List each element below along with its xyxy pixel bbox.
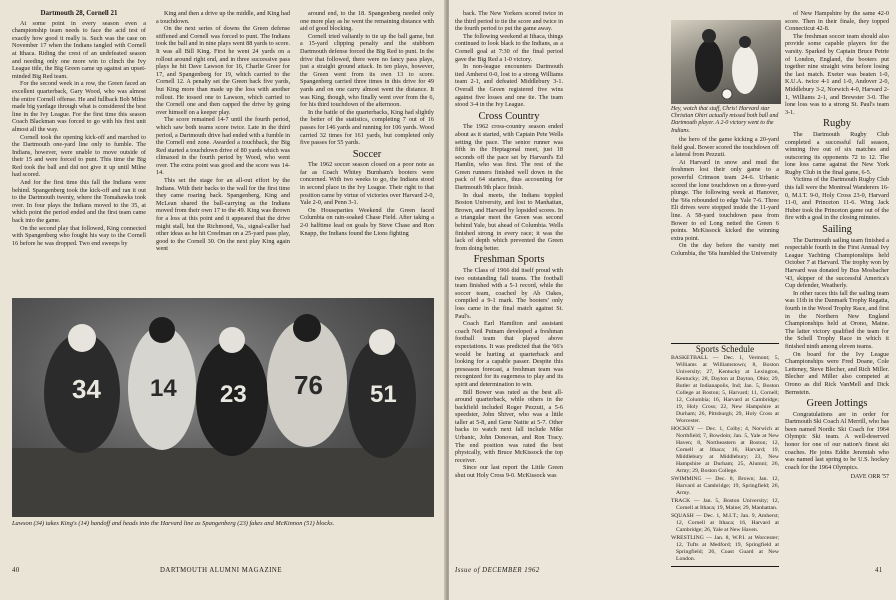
jersey-number: 23 bbox=[220, 381, 247, 408]
schedule-item: TRACK — Jan. 5, Boston University; 12, Cornell at Ithaca; 19, Maine; 29, Manhattan. bbox=[671, 498, 779, 511]
paragraph: On the second play that followed, King connected with Spangenberg who fought his way to the Cornell 16 before he was dropped. Two end sweeps by bbox=[12, 224, 146, 247]
paragraph: The Dartmouth Rugby Club completed a successful fall season, winning five out of six matches and outscoring its opponents 72 to 12. The lone loss came against the New York Rugby Club in the final game, 6-5. bbox=[785, 130, 889, 176]
paragraph: On board for the Ivy League Championships were Fred Doane, Cole Letteney, Steve Blecher, and Rich Miller. Blecher and Miller also competed at Orono as did Rick VanMell and Dick Bernstein. bbox=[785, 350, 889, 396]
paragraph: The 1962 cross-country season ended about as it started, with Captain Pete Wells setting the pace. The senior runner was fifth in the Heptagonal meet, just 18 seconds off the pace set by Harvard's Ed Hamlin, who was first. The rest of the Green runners finished well down in the pack of 64 starters, thus accounting for Dartmouth 9th place finish. bbox=[455, 123, 563, 192]
paragraph: In non-league encounters Dartmouth tied Amherst 0-0, lost to a strong Williams team 2-1, and defeated Middlebury 3-1. Overall the Green registered five wins against five losses and one tie. The team stood 3-4 in the Ivy League. bbox=[455, 63, 563, 109]
jersey-number: 51 bbox=[370, 381, 397, 408]
sports-schedule-box bbox=[671, 343, 779, 567]
paragraph: For the second week in a row, the Green faced an excellent quarterback, Gary Wood, who was almost the entire Cornell offense. He and fullback Bob Milne made big yardage through what is considered the best line in the Ivy League. For the first time this season Coach Blackman was forced to go with his first unit almost all the way. bbox=[12, 80, 146, 133]
right-page bbox=[449, 0, 896, 600]
paragraph: On the day before the varsity met Columbia, the '66s humbled the University bbox=[671, 242, 779, 257]
section-heading-rugby: Rugby bbox=[822, 118, 851, 130]
left-column-3 bbox=[300, 10, 434, 292]
section-heading-sailing: Sailing bbox=[822, 224, 852, 236]
schedule-item: SQUASH — Dec. 1, M.I.T.; Jan. 9, Amherst; 12, Cornell at Ithaca; 16, Harvard at Cambridge; 26, Yale at New Haven. bbox=[671, 513, 779, 533]
paragraph: The score remained 14-7 until the fourth period, which saw both teams score twice. Late in the third period, a Dartmouth drive had ended with a fumble in the Cornell end zone. Awarded a touchback, the Big Red started a touchdown drive of 80 yards which was climaxed in the fourth period by Wood, who went over. The extra point was good and the score was 14-14. bbox=[156, 116, 290, 177]
paragraph: around end, to the 18. Spangenberg needed only one more play as he went the remaining distance with aid of good blocking. bbox=[300, 10, 434, 33]
paragraph: The Dartmouth sailing team finished a respectable fourth in the First Annual Ivy League Yachting Championships held October 7 at Harvard. The trophy won by Harvard was donated by Bus Mosbacher '43, skipper of the successful America's Cup defender, Weatherly. bbox=[785, 236, 889, 290]
issue-date: Issue of DECEMBER 1962 bbox=[455, 567, 540, 574]
jersey-number: 34 bbox=[72, 374, 101, 404]
jersey-number: 76 bbox=[294, 370, 323, 400]
paragraph: Since our last report the Little Green shut out Holy Cross 9-0. McKissock was bbox=[455, 464, 563, 480]
running-title: DARTMOUTH ALUMNI MAGAZINE bbox=[160, 567, 282, 574]
paragraph: of New Hampshire by the same 42-0 score. Then in their finale, they topped Connecticut 42-8. bbox=[785, 10, 889, 33]
paragraph: Cornell tried valiantly to tie up the ball game, but a 15-yard clipping penalty and the stubborn Dartmouth defense forced the Big Red to punt. In the drive that followed, there were no fancy pass plays, just a straight ground attack. In ten plays, however, the Green went from its own 13 to score. Spangenberg carried three times in this drive for 49 yards and on one carry almost went the distance. It was King, though, who finally went over from the 6, for his third touchdown of the afternoon. bbox=[300, 32, 434, 109]
sports-schedule-title: Sports Schedule bbox=[695, 344, 755, 354]
paragraph: The Class of 1966 did itself proud with two outstanding fall teams. The football team finished with a 5-1 record, while the soccer team, coached by Ab Oakes, compiled a 9-1 mark. The booters' only loss came in the final match against St. Paul's. bbox=[455, 267, 563, 320]
section-heading-green-jottings: Green Jottings bbox=[806, 398, 868, 410]
paragraph: At some point in every season even a championship team needs to face the acid test of exactly how good it really is. Such was the case on November 17 when the Indians tangled with Cornell at Ithaca. Riding the crest of an undefeated season and needing only one more win to clinch the Ivy League title, the Big Green came up against an upset-minded Big Red team. bbox=[12, 19, 146, 80]
paragraph: On Houseparties Weekend the Green faced Columbia on rain-soaked Chase Field. After taking a 2-0 halftime lead on goals by Steve Chase and Ron Knapp, the Indians found the Lions fighting bbox=[300, 206, 434, 237]
page-number-left: 40 bbox=[12, 567, 20, 574]
section-heading-freshman: Freshman Sports bbox=[473, 254, 545, 266]
paragraph: At Harvard in snow and mud the freshmen lost their only game to a powerful Crimson team 24-6. Urbanic scored the lone touchdown on a three-yard plunge. The following week at Hanover, the '66s rebounded to edge Yale 7-6. Three Eli drives were stopped inside the 11-yard line. A 58-yard touchdown pass from Bower to ed Long netted the Green 6 points. McKissock kicked the winning extra point. bbox=[671, 158, 779, 242]
schedule-item: BASKETBALL — Dec. 1, Vermont; 5, Williams at Williamstown; 8, Boston University; 27, Kentucky at Lexington, Kentucky; 28, Dayton at Dayton, Ohio; 29, Butler at Indianapolis, Ind; Jan. 5, Boston College at Boston; 5, Harvard; 11, Cornell; 12, Columbia; 16, Harvard at Cambridge; 19, Holy Cross; 22, New Hampshire at Durham; 26, Pittsburgh; 29, Holy Cross at Worcester. bbox=[671, 355, 779, 424]
football-photo-illustration bbox=[12, 298, 434, 517]
paragraph: King and then a drive up the middle, and King had a touchdown. bbox=[156, 10, 290, 25]
paragraph: In other races this fall the sailing team was 11th in the Danmark Trophy Regatta, fourth in the Wood Trophy Race, and first in the Northern New England Championships held at Orono, Maine. The latter victory qualified the team for the Schell Trophy Race in which it finished ninth among eleven teams. bbox=[785, 289, 889, 350]
right-column-1 bbox=[455, 10, 563, 562]
paragraph: Victims of the Dartmouth Rugby Club this fall were the Montreal Wanderers 16-0, M.I.T. 9-0, Holy Cross 23-0, Harvard 11-0, and Princeton 11-6. Wing Jack Huber took the Princeton game out of the fire with a goal in the closing minutes. bbox=[785, 176, 889, 222]
right-column-3 bbox=[785, 10, 889, 562]
section-heading-soccer: Soccer bbox=[352, 148, 382, 160]
paragraph: In the battle of the quarterbacks, King had slightly the better of the statistics, completing 7 out of 16 passes for 146 yards and running for 106 yards. Wood carried 32 times for 161 yards, but completed only five passes for 55 yards. bbox=[300, 108, 434, 147]
soccer-photo bbox=[671, 20, 781, 104]
left-page bbox=[0, 0, 446, 600]
author-signoff: DAVE ORR '57 bbox=[850, 474, 889, 481]
jersey-number: 14 bbox=[150, 375, 177, 402]
paragraph: the hero of the game kicking a 20-yard field goal. Bower scored the touchdown off a lateral from Pezzuti. bbox=[671, 136, 779, 159]
right-column-2 bbox=[671, 136, 779, 342]
schedule-item: WRESTLING — Jan. 8, W.P.I. at Worcester; 12, Tufts at Medford; 19, Springfield at Springfield; 26, Coast Guard at New London. bbox=[671, 535, 779, 562]
paragraph: And for the first time this fall the Indians were behind. Spangenberg took the kick-off and ran it out to the Dartmouth twenty, where the Tomahawks took over. In four plays the Indians moved to the 35, at which point the period ended and the first team came back into the game. bbox=[12, 179, 146, 225]
section-heading-cross-country: Cross Country bbox=[478, 110, 540, 122]
paragraph: back. The New Yorkers scored twice in the third period to tie the score and twice in the fourth period to put the game away. bbox=[455, 10, 563, 33]
left-column-1 bbox=[12, 10, 146, 292]
photo-caption: Lawson (34) takes King's (14) handoff and heads into the Harvard line as Spangenberg (23) fakes and McKinnon (51) blocks. bbox=[12, 520, 335, 527]
article-headline: Dartmouth 28, Cornell 21 bbox=[40, 10, 118, 17]
paragraph: Congratulations are in order for Dartmouth Ski Coach Al Merrill, who has been named Nordic Ski Coach for 1964 Olympic Ski team. A well-deserved honor for one of our nation's finest ski coaches. He joins Eddie Jeremiah who was named last spring to be U.S. hockey coach for the 1964 Olympics. bbox=[785, 410, 889, 471]
paragraph: Coach Earl Hamilton and assistant coach Neil Putnam developed a freshman football team that played above expectations. It was predicted that the '66's would be hurting at quarterback and looking for a capable passer. Despite this preseason forecast, a freshman team was recognized for its eagerness to play and its spirit and determination to win. bbox=[455, 320, 563, 388]
paragraph: The 1962 soccer season closed on a poor note as far as Coach Whitey Burnham's booters were concerned. With two weeks to go, the Indians stood in second place in the Ivy League. Their right to that position came by virtue of victories over Harvard 2-0, Yale 2-0, and Penn 3-1. bbox=[300, 161, 434, 207]
left-column-2 bbox=[156, 10, 290, 292]
paragraph: In dual meets, the Indians toppled Boston University, and lost to Manhattan, Brown, and Harvard by lopsided scores. In a triangular meet the Green was second behind Yale, but ahead of Columbia. Wells finished strong in every race; it was the lack of depth which prevented the Green from doing better. bbox=[455, 191, 563, 252]
schedule-item: HOCKEY — Dec. 1, Colby; 4, Norwich at Northfield; 7, Bowdoin; Jan. 5, Yale at New Haven; 8, Northeastern at Boston; 12, Cornell at Ithaca; 16, Harvard; 19, Middlebury at Middlebury; 23, New Hampshire at Durham; 25, Alumni; 26, Army; 29, Boston College. bbox=[671, 426, 779, 474]
paragraph: The freshman soccer team should also provide some capable players for the varsity. Sparked by Captain Bruce Petrie of London, England, the booters put together nine straight wins before losing the last match. Exeter was beaten 1-0, K.U.A. twice 4-1 and 1-0, Andover 2-0, Middlebury 3-2, Norwich 4-0, Harvard 2-1, Williams 2-1, and Brewster 3-0. The lone loss was to a strong St. Paul's team 3-1. bbox=[785, 32, 889, 116]
schedule-item: SWIMMING — Dec. 8, Brown; Jan. 12, Harvard at Cambridge; 19, Springfield; 26, Army. bbox=[671, 476, 779, 496]
paragraph: Cornell took the opening kick-off and marched to the Dartmouth one-yard line only to fumble. The Indians, however, were unable to move outside of their 15 and were forced to punt. This time the Big Red took the ball and did not give it up until Milne had scored. bbox=[12, 133, 146, 179]
soccer-photo-illustration bbox=[671, 20, 781, 104]
paragraph: Bill Bower was rated as the best all-around quarterback, while others in the backfield included Roger Pezzuti, a 5-6 speedster, John Shiver, who was a little taller at 5-8, and Gene Nattie at 5-7. Other backs to watch next fall include Mike Urbanic, John Donovan, and Ron Tracy. The end position was rated the best physically, with Bruce McKissock the top receiver. bbox=[455, 388, 563, 464]
soccer-photo-caption: Hey, watch that stuff, Chris! Harvard star Christian Ohiri actually missed both ball and Dartmouth player. A 2-0 victory went to the Indians. bbox=[671, 106, 779, 134]
paragraph: On the next series of downs the Green defense stiffened and Cornell was forced to punt. The Indians took the ball and in nine plays went 88 yards to score. It was all Bill King. First he went 24 yards on a rollout around right end, and in three successive pass plays he hit Dave Lawson for 16, Charlie Greer for 17, and Spangenberg for 19, which carried to the Cornell 12. A penalty set the Green back five yards, but King more than made up the loss with another rollout. He tossed one to Lawson, which carried to the Cornell one and then capped the drive by going over himself on a keeper play. bbox=[156, 25, 290, 116]
paragraph: The following weekend at Ithaca, things continued to look black to the Indians, as a Cornell goal at 7:30 of the final period gave the Big Red a 1-0 victory. bbox=[455, 32, 563, 63]
page-number-right: 41 bbox=[875, 567, 883, 574]
paragraph: This set the stage for an all-out effort by the Indians. With their backs to the wall for the first time they came roaring back. Spangenberg, King and McLean shared the ball-carrying as the Indians moved from their own 17 to the 49. King was thrown for a loss at this point and it appeared that the drive might stall, but the Richmond, Va., signal-caller had other ideas as he hit Creelman on a 25-yard pass play, good to the Cornell 30. On the next play King again went bbox=[156, 177, 290, 253]
football-photo bbox=[12, 298, 434, 517]
